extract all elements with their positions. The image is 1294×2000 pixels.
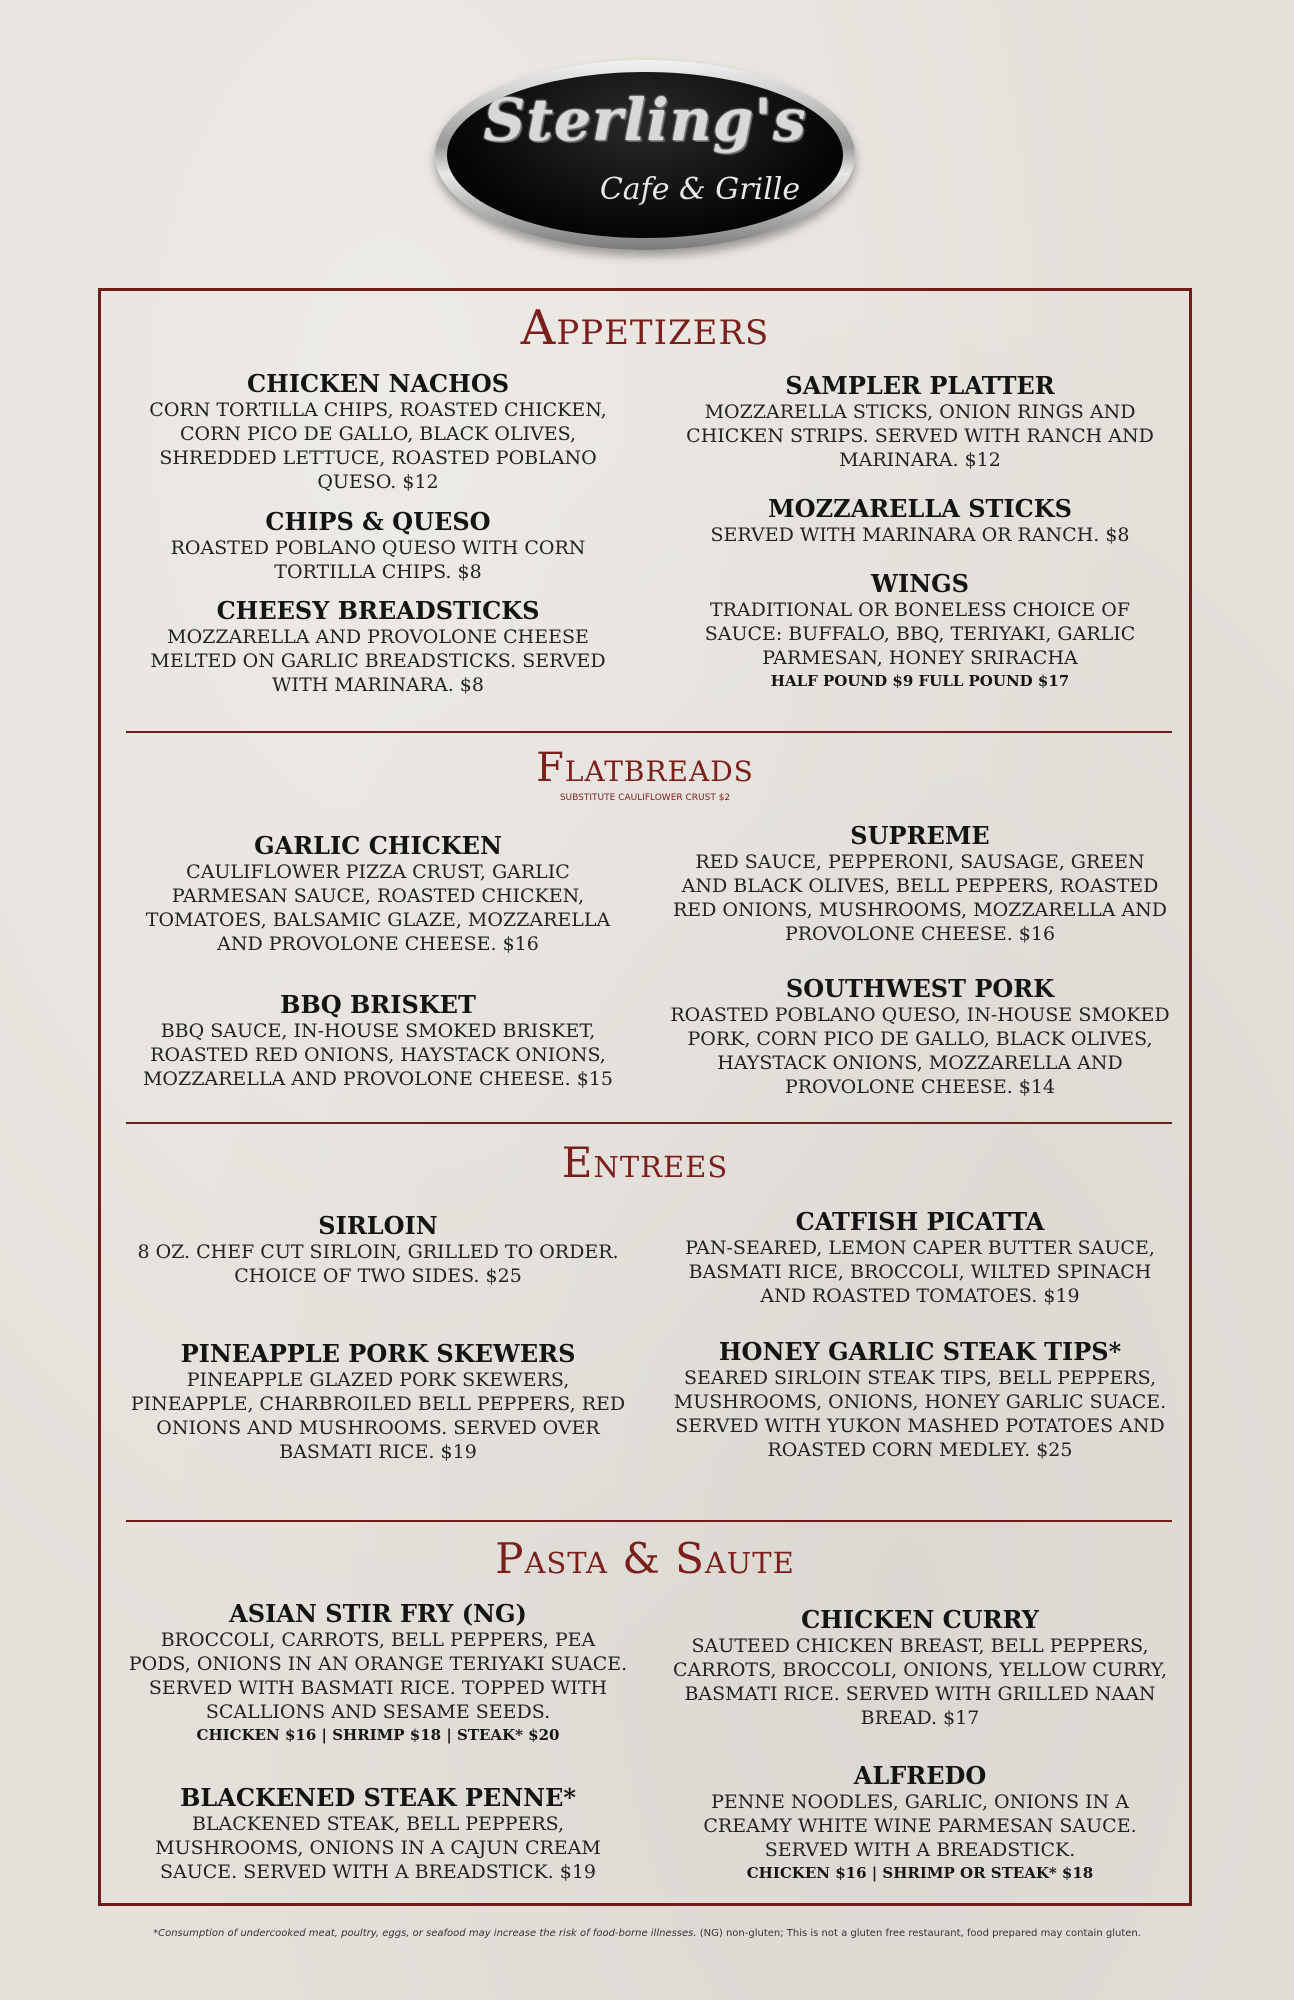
logo-name: Sterling's: [483, 86, 807, 154]
item-description: SERVED WITH MARINARA OR RANCH. $8: [710, 524, 1130, 546]
item-name: SAMPLER PLATTER: [785, 371, 1055, 400]
item-name: MOZZARELLA STICKS: [768, 494, 1072, 523]
menu-item: [128, 991, 628, 1091]
item-description: PAN-SEARED, LEMON CAPER BUTTER SAUCE, BASMATI RICE, BROCCOLI, WILTED SPINACH AND ROASTED TOMATOES. $19: [685, 1237, 1155, 1307]
item-description: ROASTED POBLANO QUESO, IN-HOUSE SMOKED PORK, CORN PICO DE GALLO, BLACK OLIVES, HAYSTACK ONIONS, MOZZARELLA AND PROVOLONE CHEESE. $14: [670, 1004, 1170, 1098]
item-name: BBQ BRISKET: [280, 990, 476, 1019]
item-description: ROASTED POBLANO QUESO WITH CORN TORTILLA CHIPS. $8: [170, 537, 586, 583]
menu-item: [128, 597, 628, 697]
menu-item: [670, 495, 1170, 547]
menu-item: [670, 570, 1170, 692]
item-name: CHICKEN NACHOS: [246, 369, 510, 398]
menu-item: [128, 832, 628, 956]
item-name: WINGS: [871, 569, 969, 598]
menu-item: [670, 1208, 1170, 1308]
footer-disclaimer: [60, 1928, 1234, 1939]
item-description: RED SAUCE, PEPPERONI, SAUSAGE, GREEN AND BLACK OLIVES, BELL PEPPERS, ROASTED RED ONIONS, MUSHROOMS, MOZZARELLA AND PROVOLONE CHEESE. $16: [672, 851, 1168, 945]
menu-item: [670, 1606, 1170, 1730]
menu-item: [670, 975, 1170, 1099]
item-description: CAULIFLOWER PIZZA CRUST, GARLIC PARMESAN SAUCE, ROASTED CHICKEN, TOMATOES, BALSAMIC GLAZE, MOZZARELLA AND PROVOLONE CHEESE. $16: [145, 861, 611, 955]
item-description: SAUTEED CHICKEN BREAST, BELL PEPPERS, CARROTS, BROCCOLI, ONIONS, YELLOW CURRY, BASMATI RICE. SERVED WITH GRILLED NAAN BREAD. $17: [672, 1635, 1168, 1729]
menu-item: [128, 508, 628, 584]
item-description: PENNE NOODLES, GARLIC, ONIONS IN A CREAMY WHITE WINE PARMESAN SAUCE. SERVED WITH A BREADSTICK.: [703, 1791, 1137, 1861]
item-description: BBQ SAUCE, IN-HOUSE SMOKED BRISKET, ROASTED RED ONIONS, HAYSTACK ONIONS, MOZZARELLA AND PROVOLONE CHEESE. $15: [142, 1020, 614, 1090]
section-title-entrees: Entrees: [561, 1138, 729, 1187]
item-name: PINEAPPLE PORK SKEWERS: [180, 1339, 576, 1368]
item-description: MOZZARELLA STICKS, ONION RINGS AND CHICKEN STRIPS. SERVED WITH RANCH AND MARINARA. $12: [686, 401, 1154, 471]
item-description: SEARED SIRLOIN STEAK TIPS, BELL PEPPERS, MUSHROOMS, ONIONS, HONEY GARLIC SUACE. SERVED WITH YUKON MASHED POTATOES AND ROASTED CORN MEDLEY. $25: [673, 1367, 1167, 1461]
item-name: HONEY GARLIC STEAK TIPS*: [718, 1337, 1122, 1366]
menu-item: [128, 370, 628, 494]
item-name: BLACKENED STEAK PENNE*: [180, 1783, 576, 1812]
section-note: SUBSTITUTE CAULIFLOWER CRUST $2: [559, 793, 731, 803]
item-name: CHICKEN CURRY: [801, 1605, 1039, 1634]
item-price-options: HALF POUND $9 FULL POUND $17: [770, 672, 1070, 690]
section-title-appetizers: Appetizers: [520, 300, 770, 356]
logo-badge: [447, 72, 843, 238]
menu-item: [670, 372, 1170, 472]
item-name: ALFREDO: [853, 1761, 987, 1790]
menu-item: [128, 1340, 628, 1464]
item-price-options: CHICKEN $16 | SHRIMP OR STEAK* $18: [746, 1864, 1094, 1882]
item-name: SUPREME: [850, 821, 990, 850]
item-name: CATFISH PICATTA: [795, 1207, 1045, 1236]
item-description: BROCCOLI, CARROTS, BELL PEPPERS, PEA PODS, ONIONS IN AN ORANGE TERIYAKI SUACE. SERVED WITH BASMATI RICE. TOPPED WITH SCALLIONS AND SESAME SEEDS.: [128, 1629, 628, 1723]
item-description: MOZZARELLA AND PROVOLONE CHEESE MELTED ON GARLIC BREADSTICKS. SERVED WITH MARINARA. $8: [150, 626, 606, 696]
item-description: PINEAPPLE GLAZED PORK SKEWERS, PINEAPPLE, CHARBROILED BELL PEPPERS, RED ONIONS AND MUSHROOMS. SERVED OVER BASMATI RICE. $19: [130, 1369, 626, 1463]
footer-warning: *Consumption of undercooked meat, poultry, eggs, or seafood may increase the risk of food-borne illnesses.: [153, 1928, 697, 1939]
item-price-options: CHICKEN $16 | SHRIMP $18 | STEAK* $20: [196, 1726, 560, 1744]
item-description: BLACKENED STEAK, BELL PEPPERS, MUSHROOMS, ONIONS IN A CAJUN CREAM SAUCE. SERVED WITH A BREADSTICK. $19: [155, 1813, 601, 1883]
logo-subtitle: Cafe & Grille: [599, 172, 801, 207]
menu-item: [128, 1784, 628, 1884]
menu-item: [128, 1212, 628, 1288]
menu-item: [128, 1600, 628, 1746]
menu-item: [670, 1762, 1170, 1884]
footer-note: (NG) non-gluten; This is not a gluten free restaurant, food prepared may contain gluten.: [696, 1928, 1141, 1939]
item-description: TRADITIONAL OR BONELESS CHOICE OF SAUCE: BUFFALO, BBQ, TERIYAKI, GARLIC PARMESAN, HONEY SRIRACHA: [704, 599, 1136, 669]
restaurant-logo: [435, 60, 855, 250]
item-name: CHEESY BREADSTICKS: [216, 596, 540, 625]
menu-item: [670, 1338, 1170, 1462]
item-name: SOUTHWEST PORK: [785, 974, 1055, 1003]
section-title-flatbreads: Flatbreads: [536, 745, 754, 791]
item-name: SIRLOIN: [318, 1211, 438, 1240]
section-divider: [126, 731, 1172, 733]
section-title-pasta: Pasta & Saute: [495, 1534, 795, 1583]
item-description: 8 OZ. CHEF CUT SIRLOIN, GRILLED TO ORDER. CHOICE OF TWO SIDES. $25: [137, 1241, 619, 1287]
item-name: CHIPS & QUESO: [265, 507, 491, 536]
menu-item: [670, 822, 1170, 946]
item-description: CORN TORTILLA CHIPS, ROASTED CHICKEN, CORN PICO DE GALLO, BLACK OLIVES, SHREDDED LETTUCE, ROASTED POBLANO QUESO. $12: [149, 399, 607, 493]
item-name: ASIAN STIR FRY (NG): [229, 1599, 527, 1628]
item-name: GARLIC CHICKEN: [254, 831, 502, 860]
section-divider: [126, 1122, 1172, 1124]
section-divider: [126, 1520, 1172, 1522]
